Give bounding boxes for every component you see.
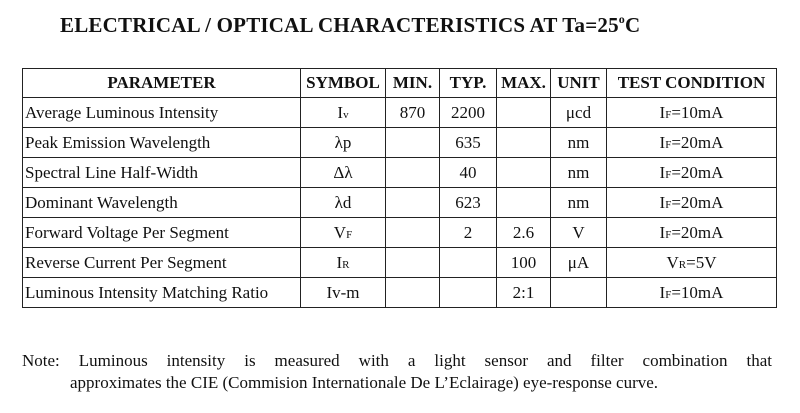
cond-rest: =10mA	[671, 282, 724, 302]
cell-test-condition	[607, 158, 777, 188]
note-line-2: approximates the CIE (Commision Internationale De L’Eclairage) eye-response curve.	[70, 373, 659, 392]
cond-main: I	[659, 192, 666, 212]
cond-main: I	[659, 222, 666, 242]
cell-parameter: Reverse Current Per Segment	[23, 248, 301, 278]
cell-typ: 2200	[440, 98, 497, 128]
note-line-1: Note: Luminous intensity is measured with a light sensor and filter combination that	[22, 351, 772, 370]
cond-sub: F	[665, 228, 672, 241]
cell-typ: 635	[440, 128, 497, 158]
cond-sub: F	[665, 198, 672, 211]
table-row	[23, 218, 777, 248]
table-row	[23, 128, 777, 158]
cell-parameter: Forward Voltage Per Segment	[23, 218, 301, 248]
cell-max	[497, 98, 551, 128]
header-symbol: SYMBOL	[301, 69, 386, 98]
cell-min	[386, 188, 440, 218]
cell-max: 2.6	[497, 218, 551, 248]
cell-min	[386, 218, 440, 248]
cell-max: 100	[497, 248, 551, 278]
cell-typ: 40	[440, 158, 497, 188]
cell-max	[497, 188, 551, 218]
cell-symbol	[301, 278, 386, 308]
cell-parameter: Dominant Wavelength	[23, 188, 301, 218]
table-header-row	[23, 69, 777, 98]
header-typ: TYP.	[440, 69, 497, 98]
cell-parameter: Spectral Line Half-Width	[23, 158, 301, 188]
cell-test-condition	[607, 218, 777, 248]
cond-rest: =20mA	[671, 162, 724, 182]
symbol-main: V	[333, 222, 347, 242]
cell-test-condition	[607, 98, 777, 128]
cell-unit: nm	[551, 128, 607, 158]
page-title	[60, 12, 640, 38]
cell-parameter: Peak Emission Wavelength	[23, 128, 301, 158]
cell-unit: nm	[551, 158, 607, 188]
cell-symbol	[301, 128, 386, 158]
cell-max	[497, 158, 551, 188]
table-row	[23, 98, 777, 128]
cond-rest: =10mA	[671, 102, 724, 122]
cell-unit	[551, 278, 607, 308]
symbol-main: Δλ	[333, 162, 353, 182]
cell-typ: 2	[440, 218, 497, 248]
note	[22, 350, 772, 394]
header-parameter: PARAMETER	[23, 69, 301, 98]
cell-symbol	[301, 98, 386, 128]
header-unit: UNIT	[551, 69, 607, 98]
title-text: ELECTRICAL / OPTICAL CHARACTERISTICS AT Ta=25	[60, 13, 619, 37]
cell-unit: μA	[551, 248, 607, 278]
cond-sub: F	[665, 288, 672, 301]
cond-rest: =20mA	[671, 192, 724, 212]
cell-typ	[440, 278, 497, 308]
cell-min	[386, 128, 440, 158]
cell-symbol	[301, 158, 386, 188]
cell-test-condition	[607, 278, 777, 308]
cell-min: 870	[386, 98, 440, 128]
symbol-sub: R	[342, 258, 350, 271]
symbol-sub: F	[346, 228, 353, 241]
symbol-main: λd	[334, 192, 352, 212]
title-unit: C	[624, 13, 641, 37]
cell-min	[386, 158, 440, 188]
cond-main: I	[659, 102, 666, 122]
cell-typ	[440, 248, 497, 278]
table-row	[23, 248, 777, 278]
cell-symbol	[301, 188, 386, 218]
symbol-main: λp	[334, 132, 352, 152]
symbol-sub: v	[343, 108, 349, 121]
table-row	[23, 278, 777, 308]
cell-test-condition	[607, 248, 777, 278]
header-test-condition: TEST CONDITION	[607, 69, 777, 98]
symbol-main: Iv-m	[326, 282, 360, 302]
cond-rest: =20mA	[671, 222, 724, 242]
cond-main: V	[666, 252, 679, 272]
cell-parameter: Average Luminous Intensity	[23, 98, 301, 128]
cell-test-condition	[607, 128, 777, 158]
cell-test-condition	[607, 188, 777, 218]
table-row	[23, 188, 777, 218]
symbol-main: I	[336, 252, 343, 272]
cell-unit: μcd	[551, 98, 607, 128]
cell-min	[386, 248, 440, 278]
characteristics-table	[22, 68, 777, 308]
cell-symbol	[301, 248, 386, 278]
cell-max: 2:1	[497, 278, 551, 308]
symbol-main: I	[337, 102, 344, 122]
cond-rest: =20mA	[671, 132, 724, 152]
cell-min	[386, 278, 440, 308]
cell-max	[497, 128, 551, 158]
cond-main: I	[659, 162, 666, 182]
cell-symbol	[301, 218, 386, 248]
header-max: MAX.	[497, 69, 551, 98]
cond-sub: F	[665, 138, 672, 151]
cond-main: I	[659, 282, 666, 302]
cell-parameter: Luminous Intensity Matching Ratio	[23, 278, 301, 308]
title-degree: o	[618, 12, 625, 26]
cell-unit: nm	[551, 188, 607, 218]
cell-typ: 623	[440, 188, 497, 218]
cond-main: I	[659, 132, 666, 152]
cond-sub: F	[665, 168, 672, 181]
cond-sub: F	[665, 108, 672, 121]
header-min: MIN.	[386, 69, 440, 98]
cond-sub: R	[678, 258, 687, 271]
table-row	[23, 158, 777, 188]
cond-rest: =5V	[686, 252, 717, 272]
cell-unit: V	[551, 218, 607, 248]
